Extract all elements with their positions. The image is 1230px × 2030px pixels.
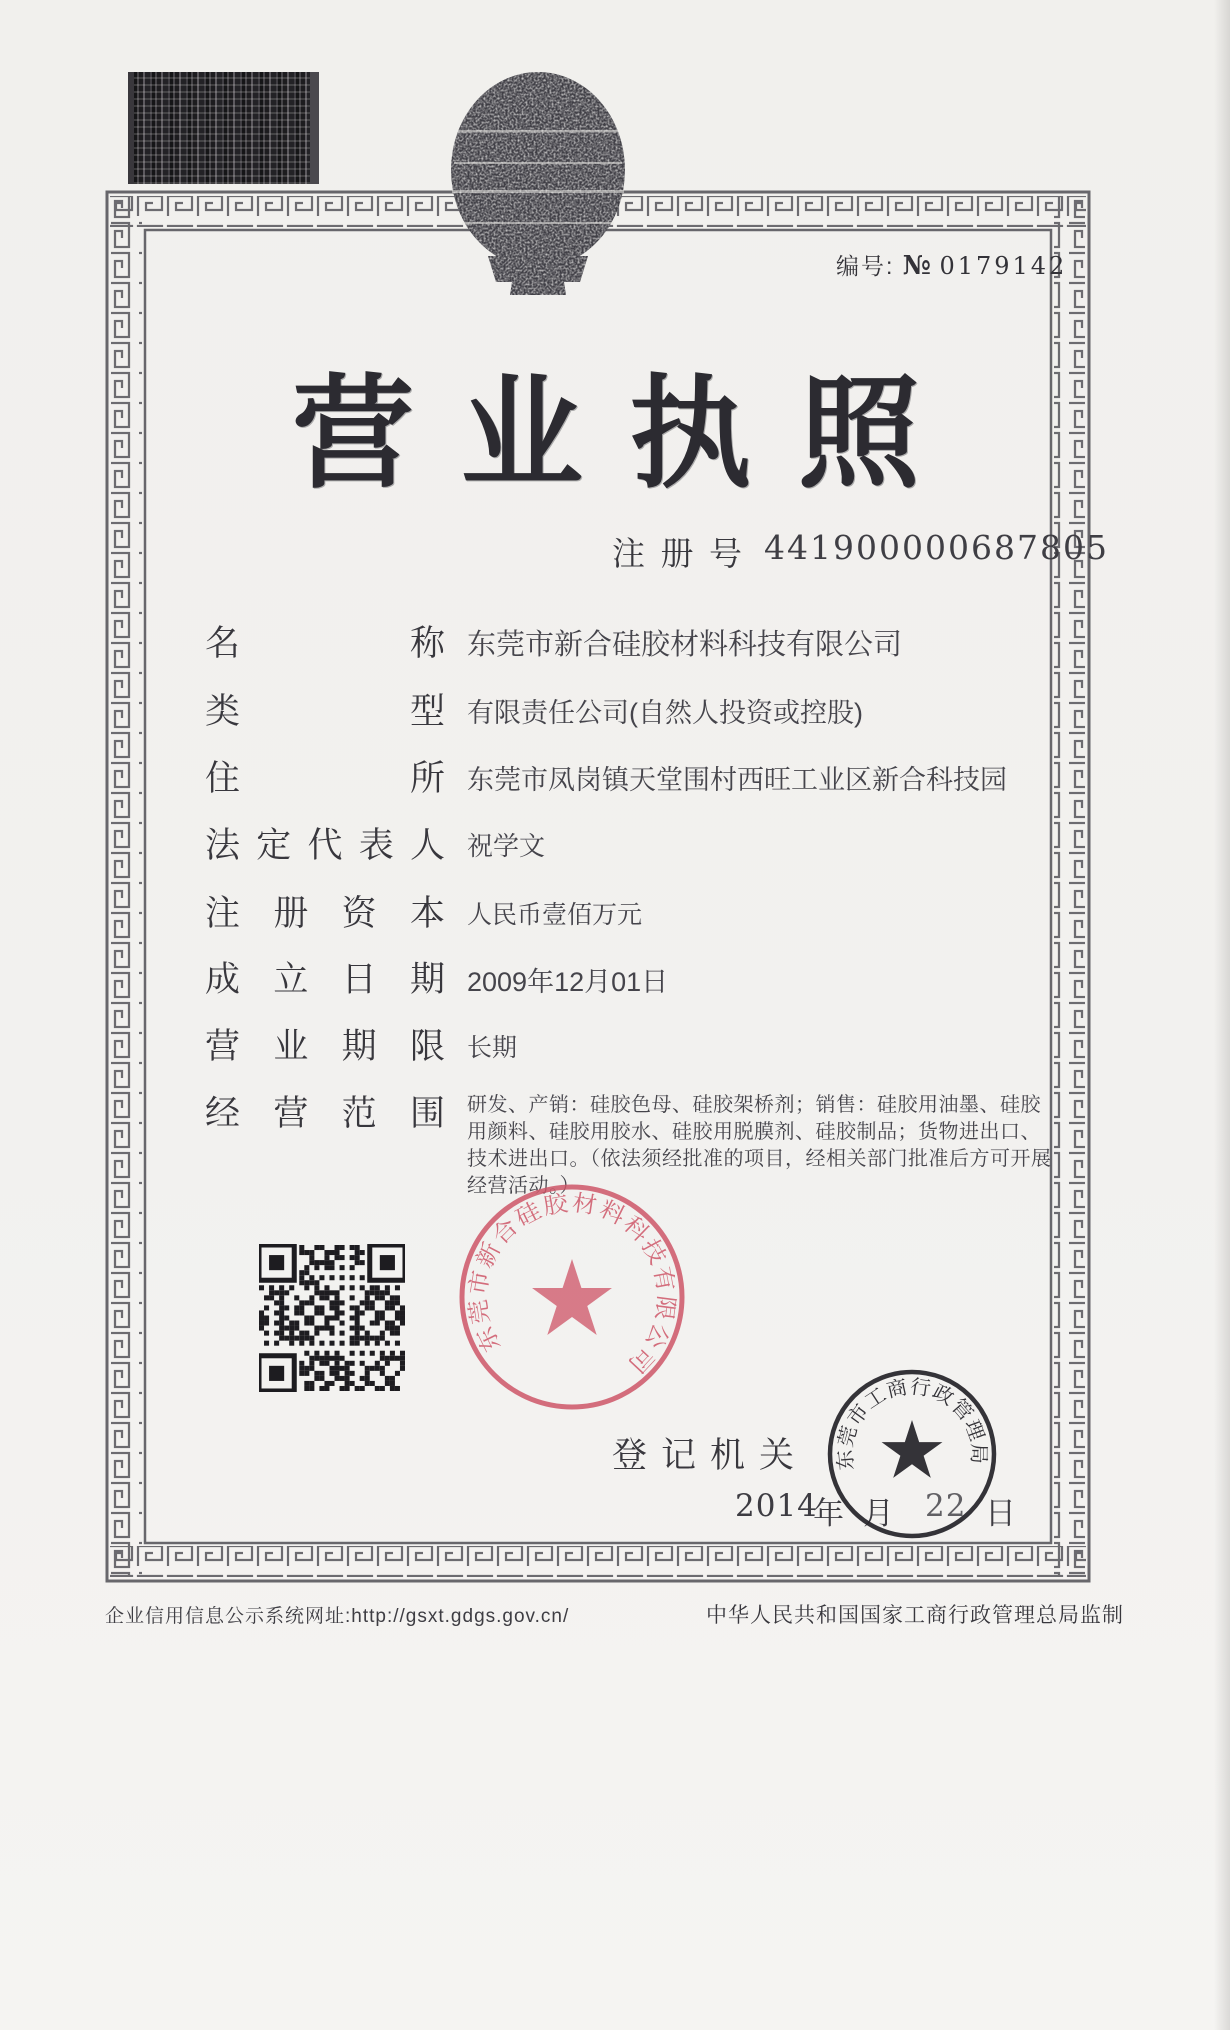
company-seal-text: 东莞市新合硅胶材料科技有限公司 [464, 1189, 680, 1379]
registration-number-label: 注 册 号 [612, 535, 742, 572]
registry-stamp [822, 1364, 1002, 1544]
footer-public-info-url: 企业信用信息公示系统网址:http://gsxt.gdgs.gov.cn/ [105, 1606, 570, 1627]
field-value-type: 有限责任公司(自然人投资或控股) [467, 698, 863, 728]
serial-value: 0179142 [939, 252, 1068, 280]
field-value-founded: 2009年12月01日 [467, 967, 669, 997]
field-label-type: 类 型 [205, 692, 445, 731]
issue-date-day-unit: 日 [985, 1496, 1016, 1531]
field-value-capital: 人民币壹佰万元 [467, 901, 643, 929]
barcode-icon [128, 72, 319, 184]
registry-stamp-text: 东莞市工商行政管理局 [834, 1376, 990, 1472]
registration-number-value: 441900000687805 [764, 528, 1109, 567]
field-label-address: 住 所 [205, 759, 445, 798]
national-emblem-icon [448, 70, 628, 300]
numero-symbol: № [902, 251, 932, 281]
field-label-term: 营 业 期 限 [205, 1027, 445, 1066]
field-label-capital: 注 册 资 本 [205, 894, 445, 933]
field-value-name: 东莞市新合硅胶材料科技有限公司 [467, 629, 903, 661]
field-label-legal-rep: 法 定 代 表 人 [205, 826, 445, 865]
field-value-scope: 研发、产销：硅胶色母、硅胶架桥剂；销售：硅胶用油墨、硅胶用颜料、硅胶用胶水、硅胶用脱膜剂、硅胶制品；货物进出口、技术进出口。（依法须经批准的项目，经相关部门批准后方可开展经营活动。） [467, 1094, 1052, 1197]
issue-date-month-unit: 月 [863, 1496, 894, 1531]
company-seal-stamp [455, 1180, 690, 1415]
registrar-label: 登 记 机 关 [612, 1436, 794, 1475]
qr-code-icon [259, 1244, 405, 1392]
license-title: 营 业 执 照 [292, 366, 920, 502]
field-label-founded: 成 立 日 期 [205, 960, 445, 999]
footer-issuing-authority: 中华人民共和国国家工商行政管理总局监制 [706, 1604, 1124, 1627]
field-value-term: 长期 [467, 1034, 518, 1062]
field-label-name: 名 称 [205, 624, 445, 663]
issue-date-year-unit: 年 [813, 1496, 844, 1531]
serial-number [836, 248, 1067, 281]
field-value-legal-rep: 祝学文 [467, 831, 546, 861]
field-value-address: 东莞市凤岗镇天堂围村西旺工业区新合科技园 [467, 765, 1007, 795]
field-label-scope: 经 营 范 围 [205, 1094, 445, 1133]
issue-date-year: 2014 [735, 1488, 818, 1524]
serial-label: 编号: [836, 253, 895, 279]
issue-date-day: 22 [925, 1488, 967, 1524]
